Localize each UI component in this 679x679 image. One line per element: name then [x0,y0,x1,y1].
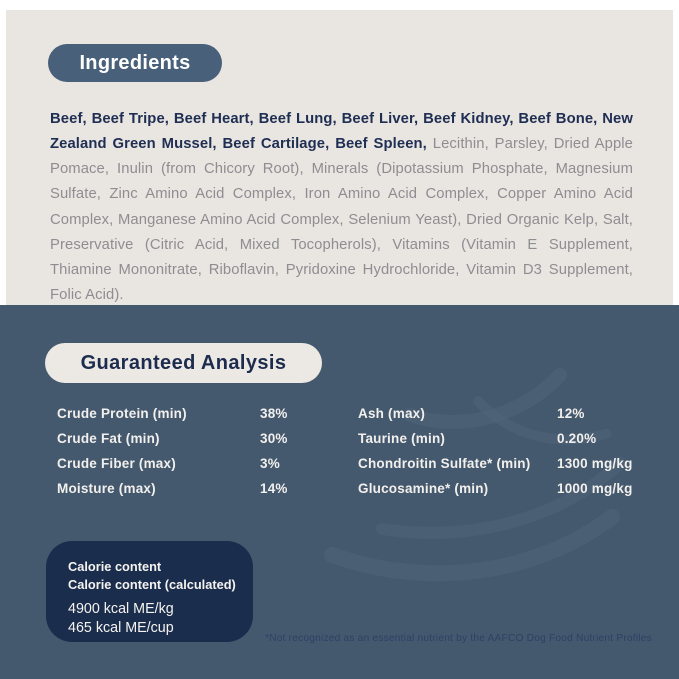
analysis-label: Crude Fat (min) [57,431,160,446]
table-row [358,426,668,451]
analysis-value: 12% [557,406,585,421]
analysis-value: 3% [260,456,280,471]
table-row [57,451,367,476]
calorie-content-box [46,541,253,642]
analysis-value: 1300 mg/kg [557,456,633,471]
analysis-value: 30% [260,431,288,446]
analysis-label: Chondroitin Sulfate* (min) [358,456,531,471]
calorie-line: Calorie content [68,559,162,574]
calorie-line: 465 kcal ME/cup [68,619,174,636]
analysis-value: 38% [260,406,288,421]
analysis-table-left-column [57,401,367,501]
analysis-table-right-column [358,401,668,501]
analysis-label: Ash (max) [358,406,426,421]
calorie-line: Calorie content (calculated) [68,576,236,592]
guaranteed-analysis-title: Guaranteed Analysis [80,351,287,374]
table-row [358,451,668,476]
table-row [57,401,367,426]
ingredients-meat-list: Beef, Beef Tripe, Beef Heart, Beef Lung, Beef Liver, Beef Kidney, Beef Bone, New Zealand Green Mussel, Beef Cartilage, Beef Spleen, [50,110,633,152]
aafco-footnote: *Not recognized as an essential nutrient by the AAFCO Dog Food Nutrient Profiles [265,633,652,644]
ingredients-text [50,107,633,309]
guaranteed-analysis-section [0,305,679,679]
table-row [57,426,367,451]
analysis-value: 0.20% [557,431,597,446]
table-row [358,401,668,426]
analysis-label: Moisture (max) [57,481,156,496]
table-row [57,476,367,501]
ingredients-title: Ingredients [79,51,191,74]
ingredients-section [6,10,673,305]
analysis-value: 14% [260,481,288,496]
calorie-line: 4900 kcal ME/kg [68,601,174,617]
analysis-value: 1000 mg/kg [557,481,633,496]
analysis-label: Crude Protein (min) [57,406,187,421]
table-row [358,476,668,501]
analysis-label: Taurine (min) [358,431,446,446]
ingredients-other-list: Lecithin, Parsley, Dried Apple Pomace, Inulin (from Chicory Root), Minerals (Dipotassium Phosphate, Magnesium Sulfate, Zinc Amino Acid Complex, Iron Amino Acid Complex, Copper Amino Acid Complex, Manganese Amino Acid Complex, Selenium Yeast), Dried Organic Kelp, Salt, Preservative (Citric Acid, Mixed Tocopherols), Vitamins (Vitamin E Supplement, Thiamine Mononitrate, Riboflavin, Pyridoxine Hydrochloride, Vitamin D3 Supplement, Folic Acid). [50,136,633,304]
guaranteed-analysis-header-pill [45,343,322,383]
analysis-label: Crude Fiber (max) [57,456,176,471]
calorie-box-spacer [68,593,243,600]
analysis-label: Glucosamine* (min) [358,481,489,496]
ingredients-header-pill [48,44,222,82]
